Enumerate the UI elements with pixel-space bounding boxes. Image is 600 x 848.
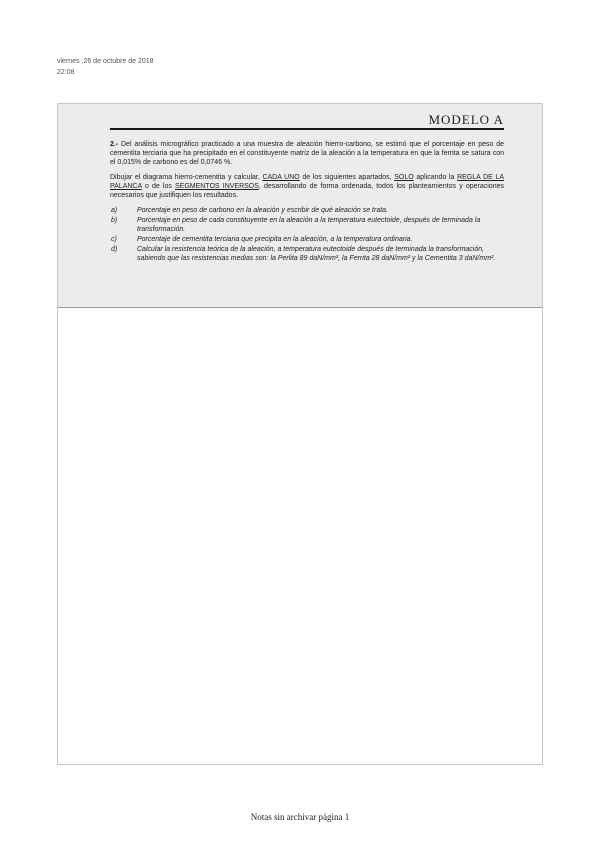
item-text: Porcentaje en peso de carbono en la aleación y escribir de qué aleación se trata. — [137, 207, 388, 214]
item-text: Calcular la resistencia teórica de la aleación, a temperatura eutectoide después de terminada la transformación, sabiendo que las resistencias medias son: la Perlita 89 daN/mm², la Ferrita 28 daN/mm² y la Cementita 3 daN/mm². — [137, 246, 496, 262]
instructions — [110, 173, 504, 200]
list-item — [110, 245, 504, 263]
instr-segmentos: SEGMENTOS INVERSOS — [175, 183, 259, 190]
note-page — [57, 103, 543, 765]
question-number: 2.- — [110, 141, 119, 148]
time-text: 22:08 — [57, 69, 75, 76]
instr-text-1: Dibujar el diagrama hierro-cementita y calcular, — [110, 174, 263, 181]
header-rule — [110, 128, 504, 130]
item-text: Porcentaje en peso de cada constituyente en la aleación a la temperatura eutectoide, después de terminada la transformación. — [137, 217, 481, 233]
date-text: viernes ,26 de octubre de 2018 — [57, 58, 154, 65]
item-text: Porcentaje de cementita terciaria que precipita en la aleación, a la temperatura ordinaria. — [137, 236, 413, 243]
item-label: a) — [111, 207, 118, 214]
list-item — [110, 216, 504, 234]
instr-cada-uno: CADA UNO — [262, 174, 300, 181]
instr-regla: REGLA DE LA PALANCA — [110, 174, 504, 190]
list-item — [110, 206, 504, 215]
instr-text-5: , desarrollando de forma ordenada, todos los planteamientos y operaciones necesarios que justifiquen los resultados. — [110, 183, 504, 199]
exam-content — [110, 140, 504, 264]
page-footer: Notas sin archivar página 1 — [250, 812, 350, 822]
intro-text: Del análisis micrográfico practicado a una muestra de aleación hierro-carbono, se estimó que el porcentaje en peso de cementita terciaria que ha precipitado en el constituyente matriz de la aleación a la temperatura en que la ferrita se satura con el 0,015% de carbono es del 0,0746 %. — [110, 141, 504, 166]
question-items — [110, 206, 504, 263]
instr-text-4: o de los — [141, 183, 175, 190]
item-label: b) — [111, 217, 118, 224]
scanned-exam-image — [58, 104, 542, 308]
model-label: MODELO A — [428, 112, 504, 127]
instr-text-2: de los siguientes apartados, — [299, 174, 395, 181]
item-label: c) — [111, 236, 117, 243]
instr-solo: SOLO — [394, 174, 414, 181]
page-header-meta — [57, 56, 154, 78]
question-intro — [110, 140, 504, 167]
list-item — [110, 235, 504, 244]
item-label: d) — [111, 246, 118, 253]
instr-text-3: aplicando la — [413, 174, 458, 181]
